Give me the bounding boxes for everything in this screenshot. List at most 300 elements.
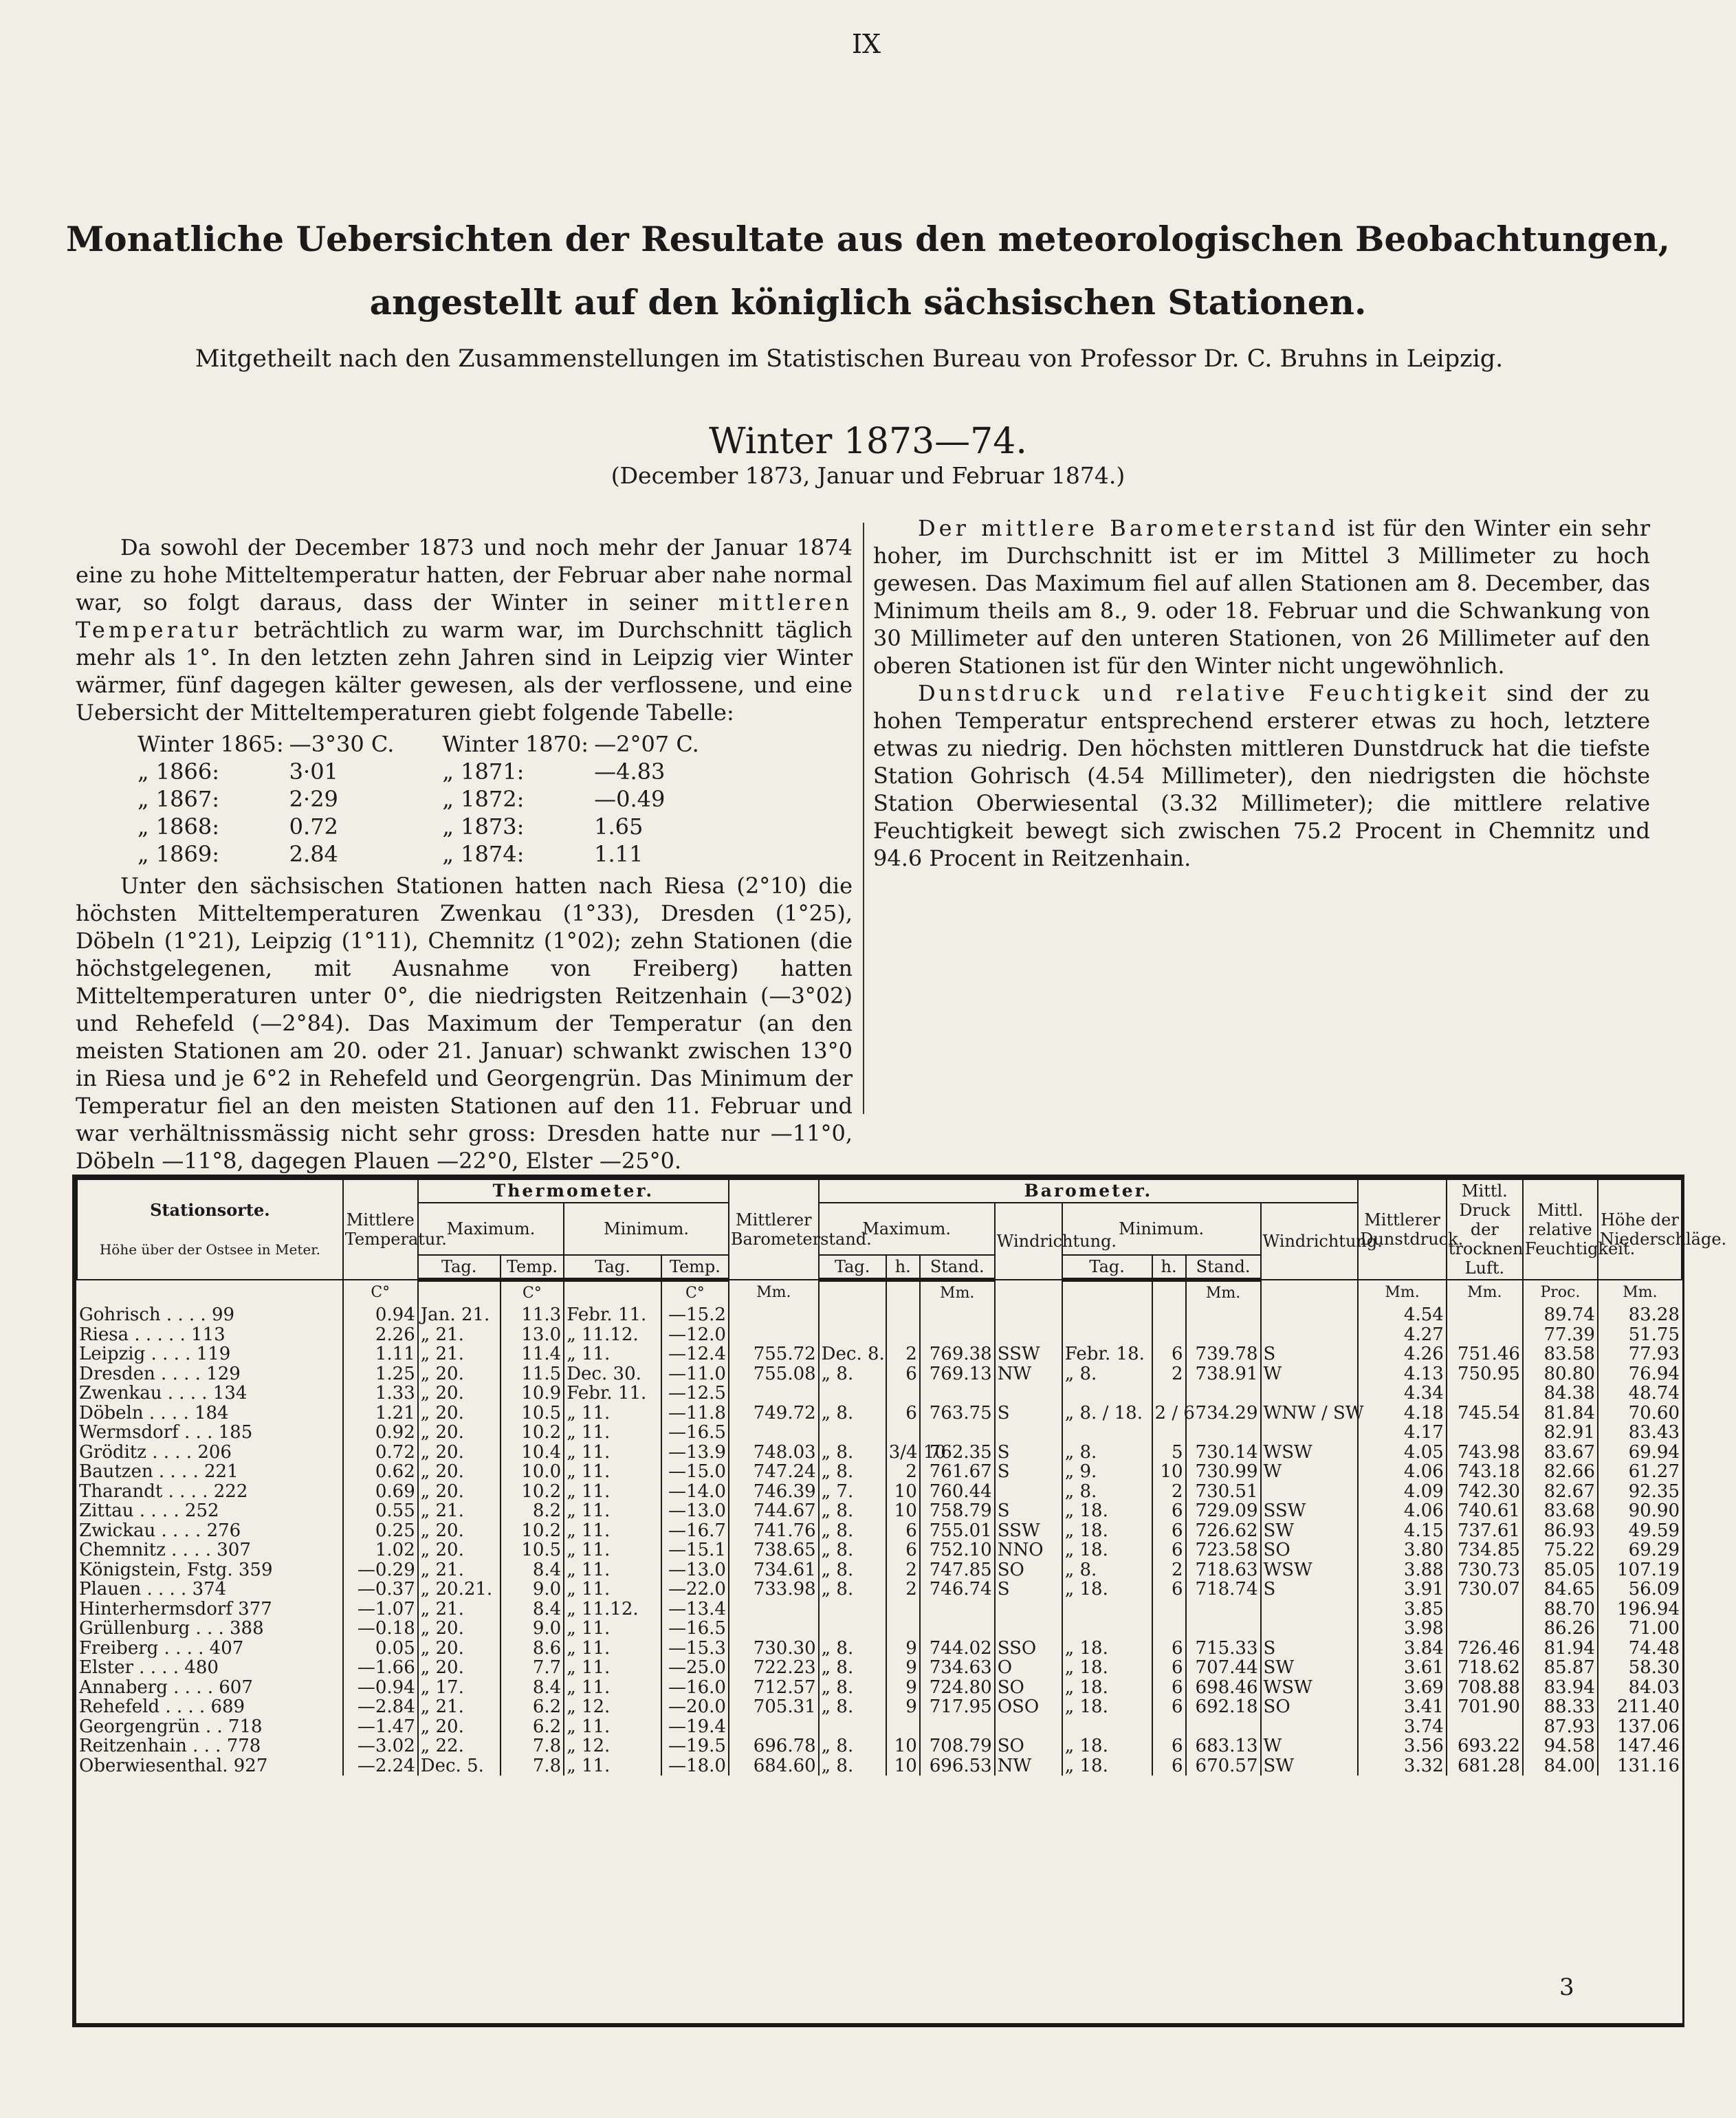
table-row	[77, 1560, 1682, 1580]
data-cell: „ 8.	[1062, 1443, 1152, 1463]
data-cell: 8.2	[501, 1501, 564, 1521]
paragraph-stations: Unter den sächsischen Stationen hatten nach Riesa (2°10) die höchsten Mitteltemperaturen Zwenkau (1°33), Dresden (1°25), Döbeln (1°21), Leipzig (1°11), Chemnitz (1°02); zehn Stationen (die höchstgelegenen, mit Ausnahme von Freiberg) hatten Mitteltemperaturen unter 0°, die niedrigsten Reitzenhain (—3°02) und Rehefeld (—2°84). Das Maximum der Temperatur (an den meisten Stationen am 20. oder 21. Januar) schwankt zwischen 13°0 in Riesa und je 6°2 in Rehefeld und Georgengrün. Das Minimum der Temperatur fiel an den meisten Stationen auf den 11. Februar und war verhältnissmässig nicht sehr gross: Dresden hatte nur —11°0, Döbeln —11°8, dagegen Plauen —22°0, Elster —25°0.	[76, 873, 853, 1174]
data-cell: 755.01	[920, 1521, 995, 1541]
data-cell	[1152, 1600, 1186, 1619]
data-cell: S	[995, 1462, 1062, 1482]
data-cell: 3.80	[1358, 1540, 1447, 1560]
data-cell: „ 11.	[564, 1717, 661, 1737]
data-cell: —3.02	[343, 1736, 418, 1756]
data-cell	[1261, 1384, 1359, 1404]
station-cell: Hinterhermsdorf 377	[79, 1598, 272, 1619]
data-cell	[886, 1325, 920, 1345]
station-cell: Dresden . . . . 129	[79, 1363, 241, 1384]
data-cell: 1.11	[343, 1344, 418, 1364]
station-cell: Elster . . . . 480	[79, 1657, 219, 1678]
data-cell: „ 20.	[418, 1717, 501, 1737]
footer-number: 3	[1559, 1974, 1574, 2001]
data-cell: Febr. 18.	[1062, 1344, 1152, 1364]
data-cell: 3.69	[1358, 1678, 1447, 1698]
data-cell: 69.94	[1598, 1443, 1682, 1463]
data-cell: 2	[886, 1344, 920, 1364]
winter-cell: Winter 1870:	[442, 731, 589, 757]
data-cell: 107.19	[1598, 1560, 1682, 1580]
data-cell: 0.92	[343, 1423, 418, 1443]
data-cell: —14.0	[661, 1482, 729, 1502]
data-cell: 696.53	[920, 1756, 995, 1776]
data-cell: —2.84	[343, 1697, 418, 1717]
data-cell: „ 22.	[418, 1736, 501, 1756]
data-cell: 743.98	[1447, 1443, 1523, 1463]
station-cell: Freiberg . . . . 407	[79, 1637, 244, 1659]
data-cell: 717.95	[920, 1697, 995, 1717]
data-cell	[729, 1384, 819, 1404]
station-cell: Reitzenhain . . . 778	[79, 1736, 261, 1756]
data-cell: 84.00	[1523, 1756, 1598, 1776]
data-cell: 749.72	[729, 1404, 819, 1423]
station-cell: Zwenkau . . . . 134	[79, 1383, 248, 1404]
data-cell: 131.16	[1598, 1756, 1682, 1776]
data-cell: 4.34	[1358, 1384, 1447, 1404]
data-cell: „ 20.	[418, 1482, 501, 1502]
data-cell: „ 18.	[1062, 1540, 1152, 1560]
data-cell	[1261, 1423, 1359, 1443]
data-cell: 763.75	[920, 1404, 995, 1423]
winter-cell: —2°07 C.	[594, 731, 699, 757]
station-cell: Döbeln . . . . 184	[79, 1402, 229, 1423]
data-cell	[995, 1305, 1062, 1325]
data-cell: „ 11.12.	[564, 1325, 661, 1345]
data-cell: 724.80	[920, 1678, 995, 1698]
station-cell: Gröditz . . . . 206	[79, 1441, 232, 1463]
data-cell: —19.5	[661, 1736, 729, 1756]
data-cell: S	[995, 1501, 1062, 1521]
data-cell: 745.54	[1447, 1404, 1523, 1423]
data-cell: 747.24	[729, 1462, 819, 1482]
winter-cell: „ 1872:	[442, 786, 525, 812]
data-cell: 740.61	[1447, 1501, 1523, 1521]
data-cell: SSW	[995, 1344, 1062, 1364]
data-cell: 70.60	[1598, 1404, 1682, 1423]
data-cell: „ 20.	[418, 1639, 501, 1659]
data-cell	[819, 1305, 886, 1325]
data-cell: 75.22	[1523, 1540, 1598, 1560]
data-cell: „ 18.	[1062, 1658, 1152, 1678]
data-cell: Dec. 5.	[418, 1756, 501, 1776]
data-cell	[1261, 1482, 1359, 1502]
data-cell: 71.00	[1598, 1619, 1682, 1639]
data-cell: 743.18	[1447, 1462, 1523, 1482]
data-cell: 81.84	[1523, 1404, 1598, 1423]
header-vapour: Mittlerer Dunstdruck.	[1358, 1179, 1447, 1280]
data-cell: „ 11.	[564, 1404, 661, 1423]
station-cell: Wermsdorf . . . 185	[79, 1422, 253, 1443]
observation-table	[72, 1175, 1727, 2027]
data-cell: 734.85	[1447, 1540, 1523, 1560]
header-temp: Temp.	[501, 1255, 564, 1280]
data-cell: 6	[1152, 1697, 1186, 1717]
data-cell: 6	[1152, 1344, 1186, 1364]
header-mean-baro: Mittlerer Barometerstand.	[729, 1179, 819, 1280]
data-cell	[920, 1619, 995, 1639]
data-cell: NNO	[995, 1540, 1062, 1560]
data-cell	[1261, 1600, 1359, 1619]
data-cell: 2	[886, 1580, 920, 1600]
data-cell: 76.94	[1598, 1364, 1682, 1384]
data-cell: „ 21.	[418, 1344, 501, 1364]
data-cell: —12.4	[661, 1344, 729, 1364]
table-row	[77, 1756, 1682, 1776]
winter-cell: 1.65	[594, 814, 644, 840]
winter-cell: —3°30 C.	[289, 731, 395, 757]
data-cell	[995, 1619, 1062, 1639]
text-column-left	[76, 534, 853, 1175]
data-cell	[1186, 1717, 1261, 1737]
data-cell: —0.37	[343, 1580, 418, 1600]
data-cell: „ 11.	[564, 1580, 661, 1600]
data-cell: 758.79	[920, 1501, 995, 1521]
data-cell: WSW	[1261, 1678, 1359, 1698]
data-cell: 2	[1152, 1560, 1186, 1580]
data-cell: 11.4	[501, 1344, 564, 1364]
winter-cell: 0.72	[289, 814, 338, 840]
data-cell	[1062, 1305, 1152, 1325]
data-cell	[729, 1717, 819, 1737]
data-cell: 3.32	[1358, 1756, 1447, 1776]
data-cell: —2.24	[343, 1756, 418, 1776]
data-cell: 741.76	[729, 1521, 819, 1541]
data-cell: 6.2	[501, 1697, 564, 1717]
data-cell: 11.3	[501, 1305, 564, 1325]
data-cell: 10	[886, 1501, 920, 1521]
data-cell: „ 8. / 18.	[1062, 1404, 1152, 1423]
data-cell: 58.30	[1598, 1658, 1682, 1678]
data-cell: 4.09	[1358, 1482, 1447, 1502]
data-cell: 83.28	[1598, 1305, 1682, 1325]
data-cell	[1186, 1325, 1261, 1345]
data-cell: 88.70	[1523, 1600, 1598, 1619]
data-cell: 84.03	[1598, 1678, 1682, 1698]
data-cell: 147.46	[1598, 1736, 1682, 1756]
winter-row	[138, 730, 705, 758]
station-cell: Zittau . . . . 252	[79, 1500, 219, 1521]
data-cell	[819, 1384, 886, 1404]
data-cell: —16.0	[661, 1678, 729, 1698]
data-cell	[920, 1305, 995, 1325]
data-cell: W	[1261, 1364, 1359, 1384]
station-cell: Grüllenburg . . . 388	[79, 1618, 264, 1639]
header-day: Tag.	[418, 1255, 501, 1280]
table-row	[77, 1423, 1682, 1443]
header-station: Stationsorte. Höhe über der Ostsee in Meter.	[77, 1179, 343, 1280]
data-cell	[819, 1619, 886, 1639]
data-cell	[886, 1600, 920, 1619]
data-cell: 722.23	[729, 1658, 819, 1678]
data-cell	[1261, 1619, 1359, 1639]
data-cell	[1186, 1305, 1261, 1325]
data-cell: 10.0	[501, 1462, 564, 1482]
data-cell: OSO	[995, 1697, 1062, 1717]
data-cell: 746.74	[920, 1580, 995, 1600]
winter-row	[138, 758, 705, 785]
header-precip: Höhe der Niederschläge.	[1598, 1179, 1682, 1280]
data-cell: 83.67	[1523, 1443, 1598, 1463]
data-cell: 86.26	[1523, 1619, 1598, 1639]
data-cell	[886, 1305, 920, 1325]
data-cell: 723.58	[1186, 1540, 1261, 1560]
data-cell: „ 8.	[1062, 1364, 1152, 1384]
table-row	[77, 1364, 1682, 1384]
data-cell: 84.65	[1523, 1580, 1598, 1600]
data-cell: „ 11.12.	[564, 1600, 661, 1619]
data-cell	[1062, 1384, 1152, 1404]
data-cell: 742.30	[1447, 1482, 1523, 1502]
data-cell	[1062, 1717, 1152, 1737]
data-cell: „ 20.	[418, 1364, 501, 1384]
data-cell	[886, 1423, 920, 1443]
table-row	[77, 1482, 1682, 1502]
data-cell: 3.85	[1358, 1600, 1447, 1619]
data-cell: —20.0	[661, 1697, 729, 1717]
data-cell: 760.44	[920, 1482, 995, 1502]
station-cell: Königstein, Fstg. 359	[79, 1559, 273, 1580]
data-cell: SW	[1261, 1658, 1359, 1678]
data-cell: 88.33	[1523, 1697, 1598, 1717]
data-cell	[1186, 1600, 1261, 1619]
data-cell: „ 11.	[564, 1462, 661, 1482]
data-cell: 6	[886, 1540, 920, 1560]
data-cell: 196.94	[1598, 1600, 1682, 1619]
data-cell	[1152, 1619, 1186, 1639]
data-cell: S	[1261, 1639, 1359, 1659]
data-cell	[1152, 1384, 1186, 1404]
data-cell: 8.6	[501, 1639, 564, 1659]
data-cell: 211.40	[1598, 1697, 1682, 1717]
data-cell: 3.41	[1358, 1697, 1447, 1717]
data-cell	[729, 1423, 819, 1443]
table-row	[77, 1600, 1682, 1619]
data-cell: „ 11.	[564, 1619, 661, 1639]
data-cell: SSW	[1261, 1501, 1359, 1521]
winter-cell: —4.83	[594, 758, 666, 785]
data-cell: „ 20.	[418, 1404, 501, 1423]
data-cell: 738.65	[729, 1540, 819, 1560]
data-cell: 10.5	[501, 1540, 564, 1560]
data-cell: 10	[886, 1482, 920, 1502]
station-cell: Rehefeld . . . . 689	[79, 1696, 245, 1717]
data-cell: 737.61	[1447, 1521, 1523, 1541]
data-cell: „ 12.	[564, 1697, 661, 1717]
data-cell: 3.56	[1358, 1736, 1447, 1756]
data-cell: „ 18.	[1062, 1501, 1152, 1521]
data-cell: 730.14	[1186, 1443, 1261, 1463]
data-cell: SW	[1261, 1756, 1359, 1776]
data-cell	[1447, 1717, 1523, 1737]
data-cell: 681.28	[1447, 1756, 1523, 1776]
data-cell: 7.8	[501, 1736, 564, 1756]
data-cell: 6	[886, 1364, 920, 1384]
data-cell: 82.91	[1523, 1423, 1598, 1443]
data-cell: 730.30	[729, 1639, 819, 1659]
table-row	[77, 1697, 1682, 1717]
table-row	[77, 1384, 1682, 1404]
data-cell: SO	[995, 1736, 1062, 1756]
data-cell	[886, 1619, 920, 1639]
winter-cell: „ 1866:	[138, 758, 219, 785]
station-cell: Bautzen . . . . 221	[79, 1461, 239, 1482]
data-cell	[729, 1619, 819, 1639]
data-cell: „ 20.	[418, 1443, 501, 1463]
header-stand: Stand.	[1186, 1255, 1261, 1280]
data-cell	[1062, 1325, 1152, 1345]
data-cell: 726.46	[1447, 1639, 1523, 1659]
data-cell: 1.21	[343, 1404, 418, 1423]
data-cell: 6	[1152, 1580, 1186, 1600]
data-cell: „ 21.	[418, 1697, 501, 1717]
data-cell: 92.35	[1598, 1482, 1682, 1502]
data-cell: 0.69	[343, 1482, 418, 1502]
winter-cell: „ 1871:	[442, 758, 525, 785]
data-cell: WNW / SW	[1261, 1404, 1359, 1423]
data-cell: 762.35	[920, 1443, 995, 1463]
data-cell: 0.94	[343, 1305, 418, 1325]
data-cell	[1261, 1717, 1359, 1737]
data-cell: 6	[1152, 1521, 1186, 1541]
data-cell: „ 9.	[1062, 1462, 1152, 1482]
data-cell: —11.8	[661, 1404, 729, 1423]
data-cell: 701.90	[1447, 1697, 1523, 1717]
header-hour: h.	[886, 1255, 920, 1280]
data-cell: „ 8.	[819, 1462, 886, 1482]
data-cell: 684.60	[729, 1756, 819, 1776]
data-cell: 10.2	[501, 1482, 564, 1502]
data-cell	[819, 1600, 886, 1619]
data-cell: 10.2	[501, 1423, 564, 1443]
data-cell: 734.63	[920, 1658, 995, 1678]
data-cell: 77.93	[1598, 1344, 1682, 1364]
data-cell: 4.06	[1358, 1501, 1447, 1521]
data-cell: „ 11.	[564, 1678, 661, 1698]
data-cell: „ 21.	[418, 1560, 501, 1580]
data-cell	[920, 1423, 995, 1443]
data-cell: NW	[995, 1756, 1062, 1776]
data-cell: „ 11.	[564, 1482, 661, 1502]
data-cell: SW	[1261, 1521, 1359, 1541]
data-cell: 698.46	[1186, 1678, 1261, 1698]
data-cell	[819, 1717, 886, 1737]
data-cell: 707.44	[1186, 1658, 1261, 1678]
data-cell: S	[995, 1443, 1062, 1463]
data-cell: „ 8.	[819, 1678, 886, 1698]
station-cell: Leipzig . . . . 119	[79, 1344, 231, 1364]
data-cell: SSO	[995, 1639, 1062, 1659]
data-cell: „ 21.	[418, 1600, 501, 1619]
data-cell: W	[1261, 1462, 1359, 1482]
data-cell: 85.05	[1523, 1560, 1598, 1580]
data-cell: NW	[995, 1364, 1062, 1384]
data-cell: 746.39	[729, 1482, 819, 1502]
data-cell: 6	[1152, 1736, 1186, 1756]
data-cell: „ 18.	[1062, 1678, 1152, 1698]
data-cell	[1261, 1325, 1359, 1345]
data-cell: 56.09	[1598, 1580, 1682, 1600]
data-cell: Dec. 8.	[819, 1344, 886, 1364]
table-row	[77, 1717, 1682, 1737]
season-months: (December 1873, Januar und Februar 1874.)	[611, 462, 1125, 489]
data-cell	[1062, 1619, 1152, 1639]
data-cell: 6	[1152, 1639, 1186, 1659]
data-cell: 5	[1152, 1443, 1186, 1463]
table-row	[77, 1501, 1682, 1521]
data-cell	[1447, 1423, 1523, 1443]
data-cell: 715.33	[1186, 1639, 1261, 1659]
data-cell: —1.07	[343, 1600, 418, 1619]
page-number: IX	[851, 29, 881, 59]
data-cell	[1447, 1619, 1523, 1639]
data-cell: S	[1261, 1580, 1359, 1600]
data-cell: „ 8.	[819, 1697, 886, 1717]
station-cell: Plauen . . . . 374	[79, 1579, 227, 1600]
data-cell: —16.5	[661, 1423, 729, 1443]
data-cell: 10.9	[501, 1384, 564, 1404]
data-cell: —13.0	[661, 1501, 729, 1521]
data-cell: 6	[1152, 1678, 1186, 1698]
winter-cell: „ 1867:	[138, 786, 219, 812]
data-cell: 0.72	[343, 1443, 418, 1463]
data-cell: „ 11.	[564, 1540, 661, 1560]
data-cell: „ 20.	[418, 1462, 501, 1482]
data-cell: 2.26	[343, 1325, 418, 1345]
data-cell: „ 8.	[819, 1501, 886, 1521]
data-cell: —0.29	[343, 1560, 418, 1580]
data-cell: 7.8	[501, 1756, 564, 1776]
data-cell: —15.2	[661, 1305, 729, 1325]
data-cell: „ 7.	[819, 1482, 886, 1502]
data-cell: „ 8.	[819, 1404, 886, 1423]
data-cell: 730.07	[1447, 1580, 1523, 1600]
data-cell: 748.03	[729, 1443, 819, 1463]
data-cell	[1152, 1717, 1186, 1737]
table-row	[77, 1305, 1682, 1325]
header-wind-max: Windrichtung.	[995, 1203, 1062, 1280]
header-day: Tag.	[1062, 1255, 1152, 1280]
data-cell: 4.06	[1358, 1462, 1447, 1482]
data-cell: 718.62	[1447, 1658, 1523, 1678]
data-cell	[729, 1600, 819, 1619]
data-cell: 89.74	[1523, 1305, 1598, 1325]
data-cell	[1152, 1325, 1186, 1345]
data-cell: „ 20.	[418, 1521, 501, 1541]
data-cell: W	[1261, 1736, 1359, 1756]
data-cell: Febr. 11.	[564, 1384, 661, 1404]
data-cell: —16.5	[661, 1619, 729, 1639]
data-cell: „ 20.	[418, 1619, 501, 1639]
data-cell: 6	[886, 1521, 920, 1541]
data-cell: 2 / 6	[1152, 1404, 1186, 1423]
data-cell: 90.90	[1598, 1501, 1682, 1521]
station-cell: Tharandt . . . . 222	[79, 1481, 248, 1502]
data-cell	[1152, 1423, 1186, 1443]
data-cell: „ 8.	[819, 1639, 886, 1659]
data-cell: —11.0	[661, 1364, 729, 1384]
data-cell: WSW	[1261, 1560, 1359, 1580]
data-cell: 82.66	[1523, 1462, 1598, 1482]
header-dry-air: Mittl. Druck der trocknen Luft.	[1447, 1179, 1523, 1280]
data-cell: 3.91	[1358, 1580, 1447, 1600]
data-cell: 61.27	[1598, 1462, 1682, 1482]
data-cell: 718.63	[1186, 1560, 1261, 1580]
data-cell: „ 8.	[819, 1736, 886, 1756]
winter-cell: —0.49	[594, 786, 666, 812]
